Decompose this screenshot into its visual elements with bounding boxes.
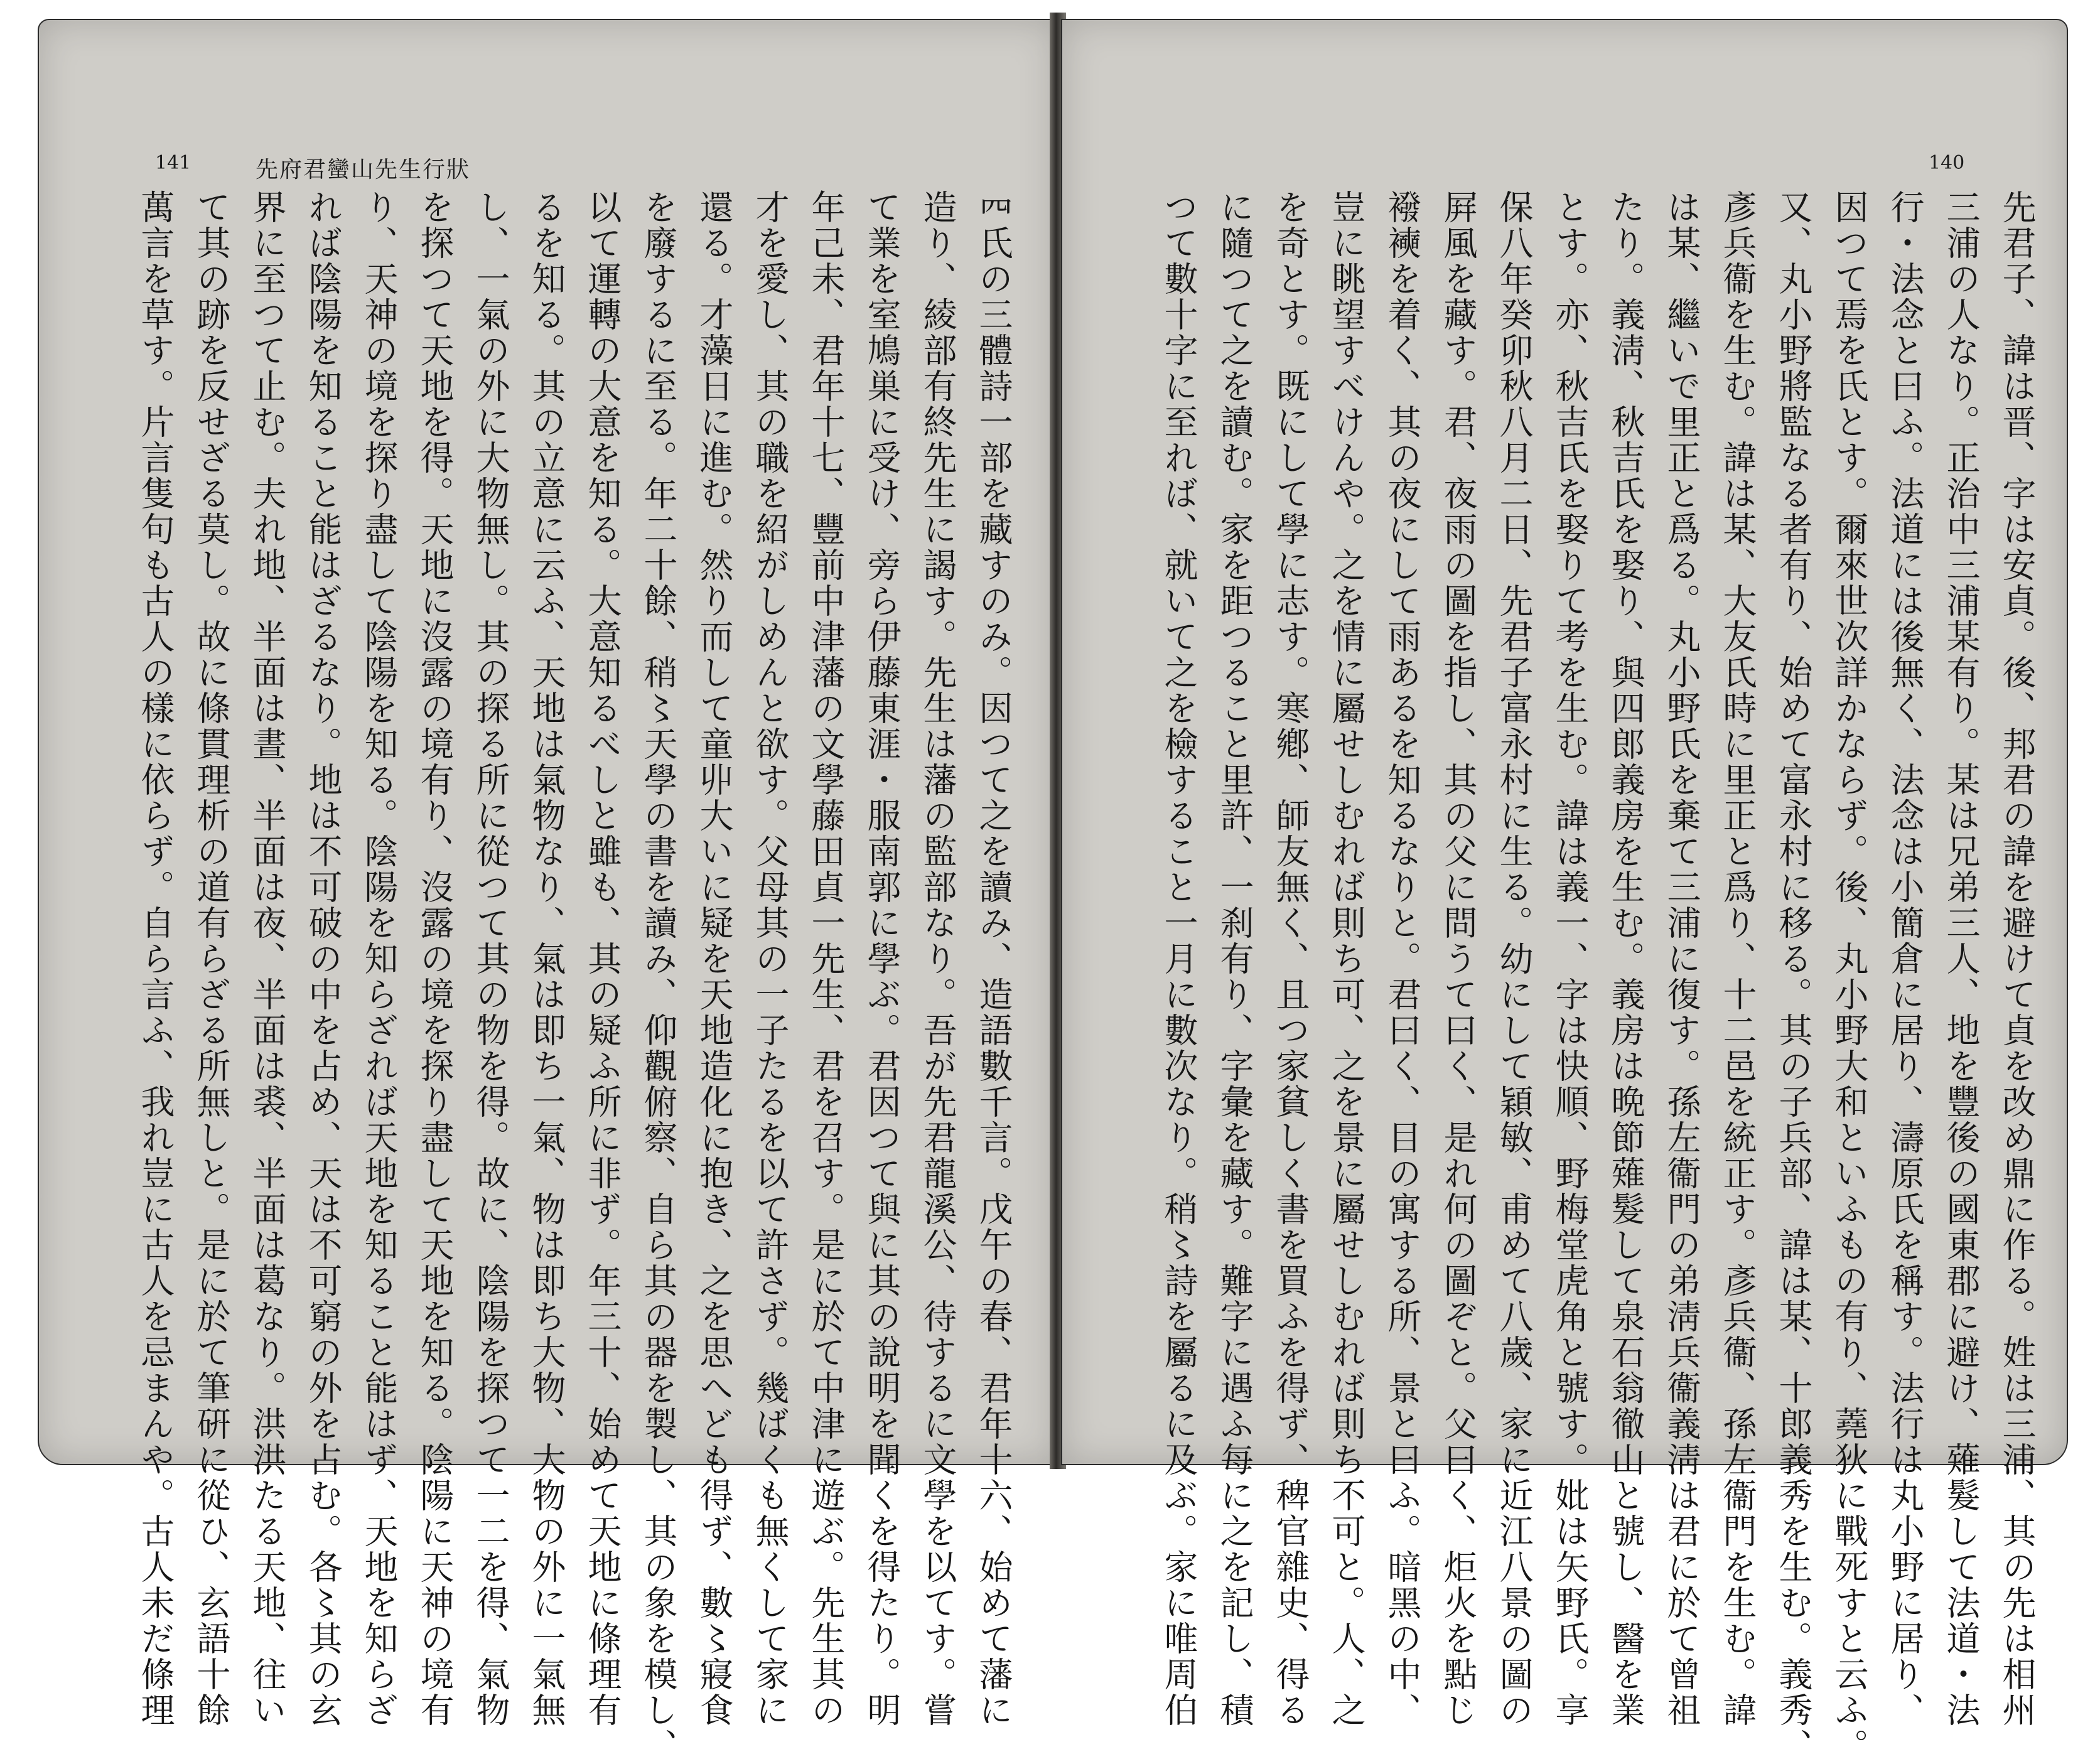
text-column: 造り、綾部有終先生に謁す。先生は藩の監部なり。吾が先君龍溪公、待するに文學を以てす。嘗: [918, 190, 957, 1728]
page-number: 140: [1929, 152, 1965, 174]
text-column: 以て運轉の大意を知る。大意知るべしと雖も、其の疑ふ所に非ず。年三十、始めて天地に條理有: [583, 190, 622, 1728]
text-column: 三浦の人なり。正治中三浦某有り。某は兄弟三人、地を豐後の國東郡に避け、薙髮して法道・法: [1941, 190, 1981, 1728]
text-column: に隨つて之を讀む。家を距つること里許、一刹有り、字彙を藏す。難字に遇ふ每に之を記し、積: [1215, 190, 1254, 1728]
right-text-block: [1159, 190, 2045, 1764]
text-column: て其の跡を反せざる莫し。故に條貫理析の道有らざる所無しと。是に於て筆硏に從ひ、玄語十餘: [191, 190, 231, 1728]
text-column: を奇とす。既にして學に志す。寒鄕、師友無く、且つ家貧しく書を買ふを得ず、稗官雜史、得る: [1271, 190, 1310, 1728]
text-column: を探つて天地を得。天地に沒露の境有り、沒露の境を探り盡して天地を知る。陰陽に天神の境有: [415, 190, 455, 1728]
text-column: 界に至つて止む。夫れ地、半面は晝、半面は夜、半面は裘、半面は葛なり。洪洪たる天地、往い: [247, 190, 287, 1728]
text-column: 保八年癸卯秋八月二日、先君子富永村に生る。幼にして穎敏、甫めて八歲、家に近江八景の圖の: [1494, 190, 1534, 1728]
text-column: 因つて焉を氏とす。爾來世次詳かならず。後、丸小野大和といふもの有り、蕘狄に戰死すと云ふ。: [1829, 190, 1869, 1764]
text-column: 萬言を草す。片言隻句も古人の樣に依らず。自ら言ふ、我れ豈に古人を忌まんや。古人未だ條理: [136, 190, 175, 1728]
text-column: 屛風を藏す。君、夜雨の圖を指し、其の父に問うて曰く、是れ何の圖ぞと。父曰く、炬火を點じ: [1438, 190, 1478, 1728]
text-column: 𦉪氏の三體詩一部を藏すのみ。因つて之を讀み、造語數千言。戊午の春、君年十六、始めて藩に: [974, 190, 1013, 1728]
text-column: たり。義淸、秋吉氏を娶り、與四郎義房を生む。義房は晩節薙髮して泉石翁徹山と號し、醫を業: [1606, 190, 1645, 1728]
text-column: るを知る。其の立意に云ふ、天地は氣物なり、氣は即ち一氣、物は即ち大物、大物の外に一氣無: [527, 190, 566, 1728]
left-text-block: [136, 190, 1021, 1764]
text-column: 先君子、諱は晋、字は安貞。後、邦君の諱を避けて貞を改め鼎に作る。姓は三浦、其の先は相州: [1997, 190, 2037, 1728]
text-column: れば陰陽を知ること能はざるなり。地は不可破の中を占め、天は不可窮の外を占む。各〻其の玄: [303, 190, 343, 1728]
running-head: 先府君蠻山先生行狀: [256, 157, 471, 183]
text-column: て業を室鳩巣に受け、旁ら伊藤東涯・服南郭に學ぶ。君因つて與に其の說明を聞くを得たり。明: [862, 190, 902, 1728]
page-number: 141: [155, 152, 191, 174]
text-column: し、一氣の外に大物無し。其の探る所に從つて其の物を得。故に、陰陽を探つて一二を得、氣物: [471, 190, 510, 1728]
text-column: 行・法念と曰ふ。法道には後無く、法念は小簡倉に居り、濤原氏を稱す。法行は丸小野に居り、: [1885, 190, 1925, 1728]
right-page: [1061, 19, 2068, 1764]
text-column: 彥兵衞を生む。諱は某、大友氏時に里正と爲り、十二邑を統正す。彥兵衞、孫左衞門を生む。諱: [1718, 190, 1757, 1728]
text-column: を廢するに至る。年二十餘、稍〻天學の書を讀み、仰觀俯察、自ら其の器を製し、其の象を模し、: [638, 190, 678, 1764]
text-column: 豈に眺望すべけんや。之を情に屬せしむれば則ち可、之を景に屬せしむれば則ち不可と。人、之: [1327, 190, 1366, 1728]
text-column: 還る。才藻日に進む。然り而して童丱大いに疑を天地造化に抱き、之を思へども得ず、數〻寢食: [694, 190, 734, 1728]
left-page: [38, 19, 1057, 1764]
text-column: つて數十字に至れば、就いて之を檢すること一月に數次なり。稍〻詩を屬るに及ぶ。家に唯周伯: [1159, 190, 1198, 1728]
text-column: とす。亦、秋吉氏を娶りて考を生む。諱は義一、字は快順、野梅堂虎角と號す。妣は矢野氏。享: [1550, 190, 1590, 1728]
text-column: 又、丸小野將監なる者有り、始めて富永村に移る。其の子兵部、諱は某、十郎義秀を生む。義秀、: [1774, 190, 1813, 1764]
text-column: 襏襫を着く、其の夜にして雨あるを知るなりと。君曰く、目の寓する所、景と曰ふ。暗黑の中、: [1382, 190, 1422, 1728]
text-column: 年己未、君年十七、豐前中津藩の文學藤田貞一先生、君を召す。是に於て中津に遊ぶ。先生其の: [806, 190, 846, 1728]
text-column: 才を愛し、其の職を紹がしめんと欲す。父母其の一子たるを以て許さず。幾ばくも無くして家に: [750, 190, 790, 1728]
text-column: は某、繼いで里正と爲る。丸小野氏を棄て三浦に復す。孫左衞門の弟淸兵衞義淸は君に於て曾祖: [1662, 190, 1701, 1728]
text-column: り、天神の境を探り盡して陰陽を知る。陰陽を知らざれば天地を知ること能はず、天地を知らざ: [359, 190, 399, 1728]
